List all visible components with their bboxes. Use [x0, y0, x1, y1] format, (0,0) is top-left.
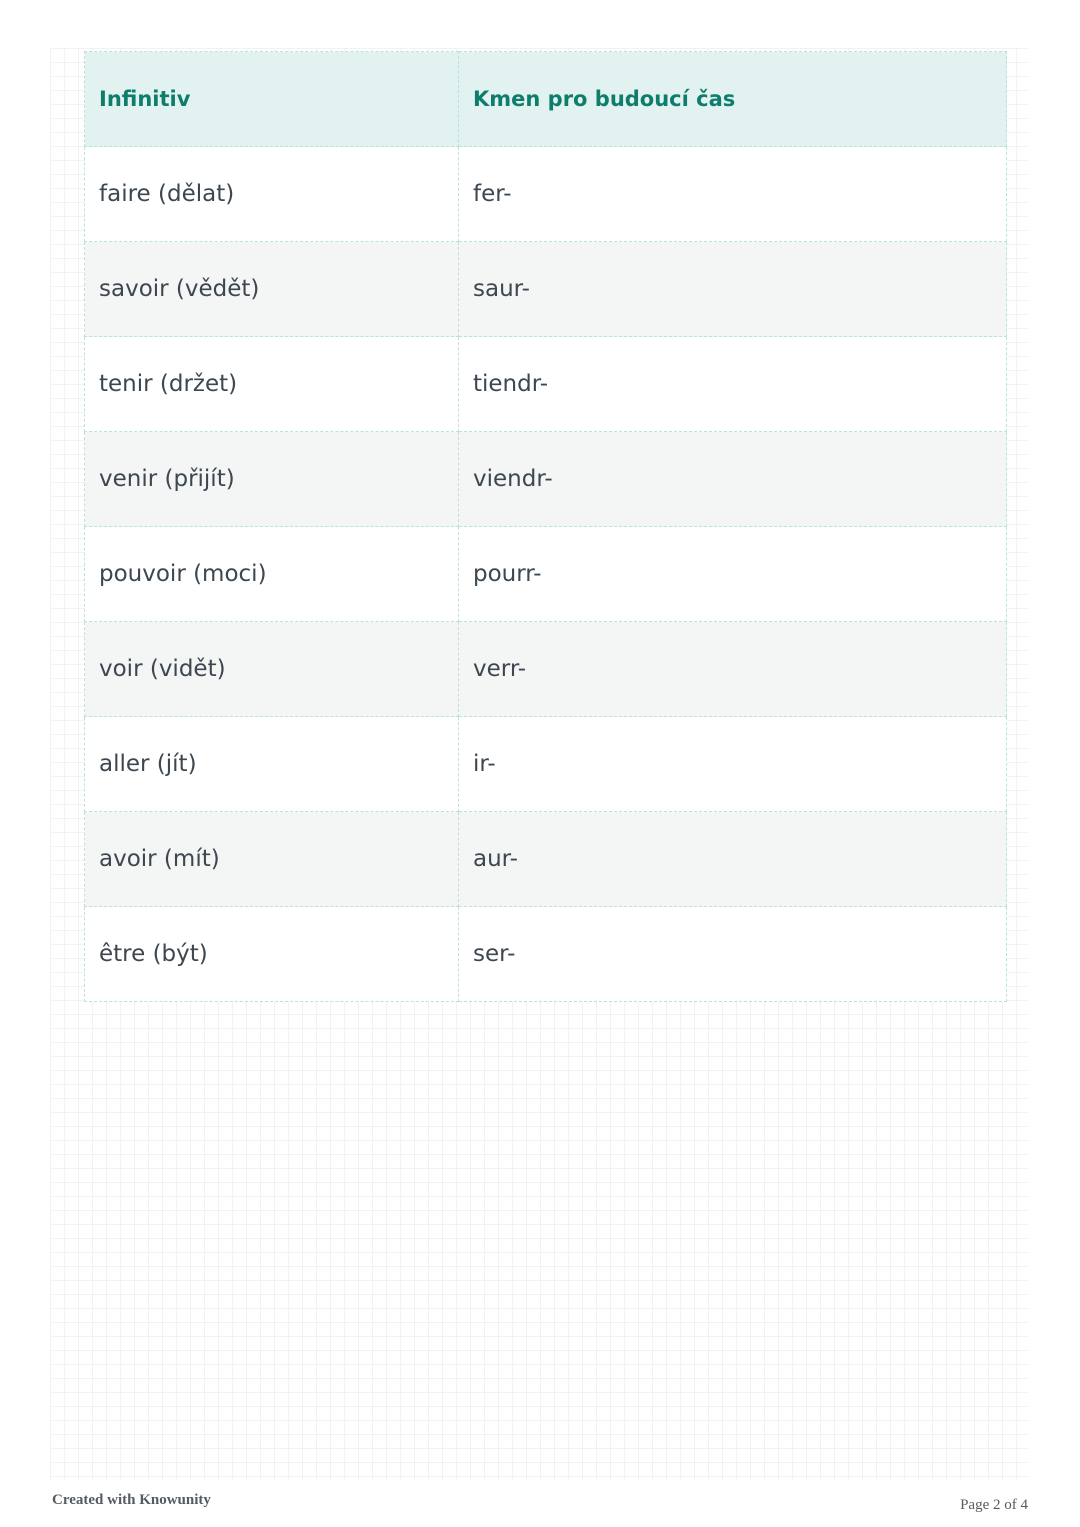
infinitive-cell: savoir (vědět)	[85, 242, 459, 337]
future-stem-cell: fer-	[459, 147, 1007, 242]
future-stem-cell: saur-	[459, 242, 1007, 337]
infinitive-cell: voir (vidět)	[85, 622, 459, 717]
header-future-stem: Kmen pro budoucí čas	[459, 52, 1007, 147]
future-stem-cell: verr-	[459, 622, 1007, 717]
table-row	[85, 527, 1007, 622]
table-row	[85, 907, 1007, 1002]
page-indicator: Page 2 of 4	[960, 1497, 1028, 1513]
table-row	[85, 812, 1007, 907]
header-infinitive: Infinitiv	[85, 52, 459, 147]
future-stem-cell: tiendr-	[459, 337, 1007, 432]
table-row	[85, 432, 1007, 527]
future-stem-cell: ir-	[459, 717, 1007, 812]
future-stem-table	[84, 51, 1007, 1002]
table-row	[85, 622, 1007, 717]
created-with-knowunity-label: Created with Knowunity	[52, 1492, 211, 1508]
infinitive-cell: pouvoir (moci)	[85, 527, 459, 622]
infinitive-cell: venir (přijít)	[85, 432, 459, 527]
table-header-row	[85, 52, 1007, 147]
infinitive-cell: avoir (mít)	[85, 812, 459, 907]
infinitive-cell: tenir (držet)	[85, 337, 459, 432]
table-row	[85, 337, 1007, 432]
infinitive-cell: faire (dělat)	[85, 147, 459, 242]
infinitive-cell: être (být)	[85, 907, 459, 1002]
future-stem-cell: ser-	[459, 907, 1007, 1002]
future-stem-cell: viendr-	[459, 432, 1007, 527]
future-stem-cell: aur-	[459, 812, 1007, 907]
table-row	[85, 242, 1007, 337]
future-stem-cell: pourr-	[459, 527, 1007, 622]
table-row	[85, 717, 1007, 812]
table-row	[85, 147, 1007, 242]
infinitive-cell: aller (jít)	[85, 717, 459, 812]
